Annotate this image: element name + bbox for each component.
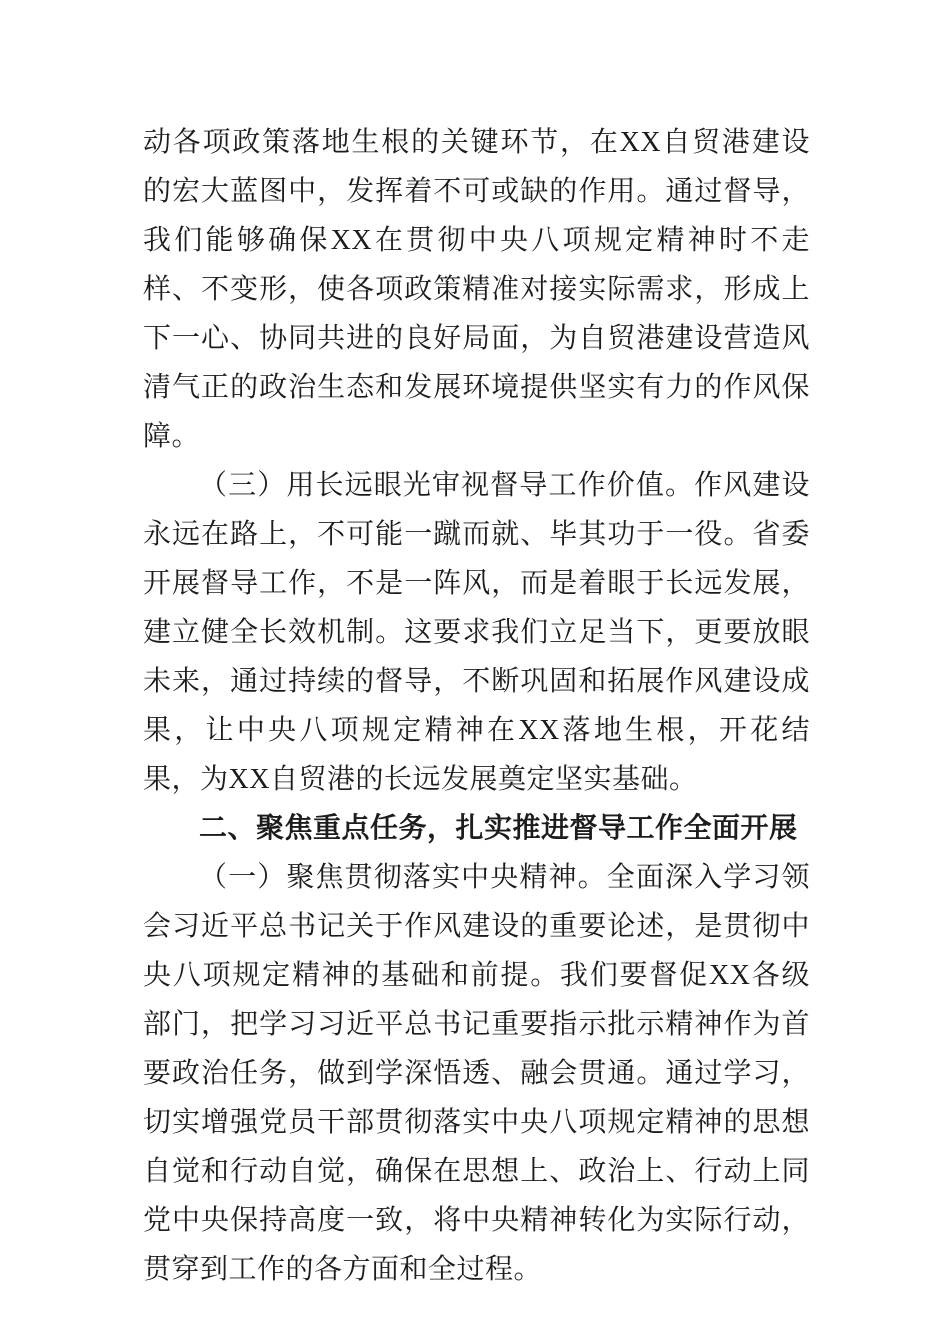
paragraph-point-one: （一）聚焦贯彻落实中央精神。全面深入学习领会习近平总书记关于作风建设的重要论述，是贯彻中央八项规定精神的基础和前提。我们要督促XX各级部门，把学习习近平总书记重要指示批示精神作为首要政治任务，做到学深悟透、融会贯通。通过学习，切实增强党员干部贯彻落实中央八项规定精神的思想自觉和行动自觉，确保在思想上、政治上、行动上同党中央保持高度一致，将中央精神转化为实际行动，贯穿到工作的各方面和全过程。 [143, 862, 810, 1285]
section-heading-two: 二、聚焦重点任务，扎实推进督导工作全面开展 [199, 813, 798, 844]
document-text-area [143, 118, 810, 1294]
paragraph-continuation: 动各项政策落地生根的关键环节，在XX自贸港建设的宏大蓝图中，发挥着不可或缺的作用。通过督导，我们能够确保XX在贯彻中央八项规定精神时不走样、不变形，使各项政策精准对接实际需求，形成上下一心、协同共进的良好局面，为自贸港建设营造风清气正的政治生态和发展环境提供坚实有力的作风保障。 [143, 127, 810, 452]
paragraph-point-three: （三）用长远眼光审视督导工作价值。作风建设永远在路上，不可能一蹴而就、毕其功于一役。省委开展督导工作，不是一阵风，而是着眼于长远发展，建立健全长效机制。这要求我们立足当下，更要放眼未来，通过持续的督导，不断巩固和拓展作风建设成果，让中央八项规定精神在XX落地生根，开花结果，为XX自贸港的长远发展奠定坚实基础。 [143, 470, 810, 795]
